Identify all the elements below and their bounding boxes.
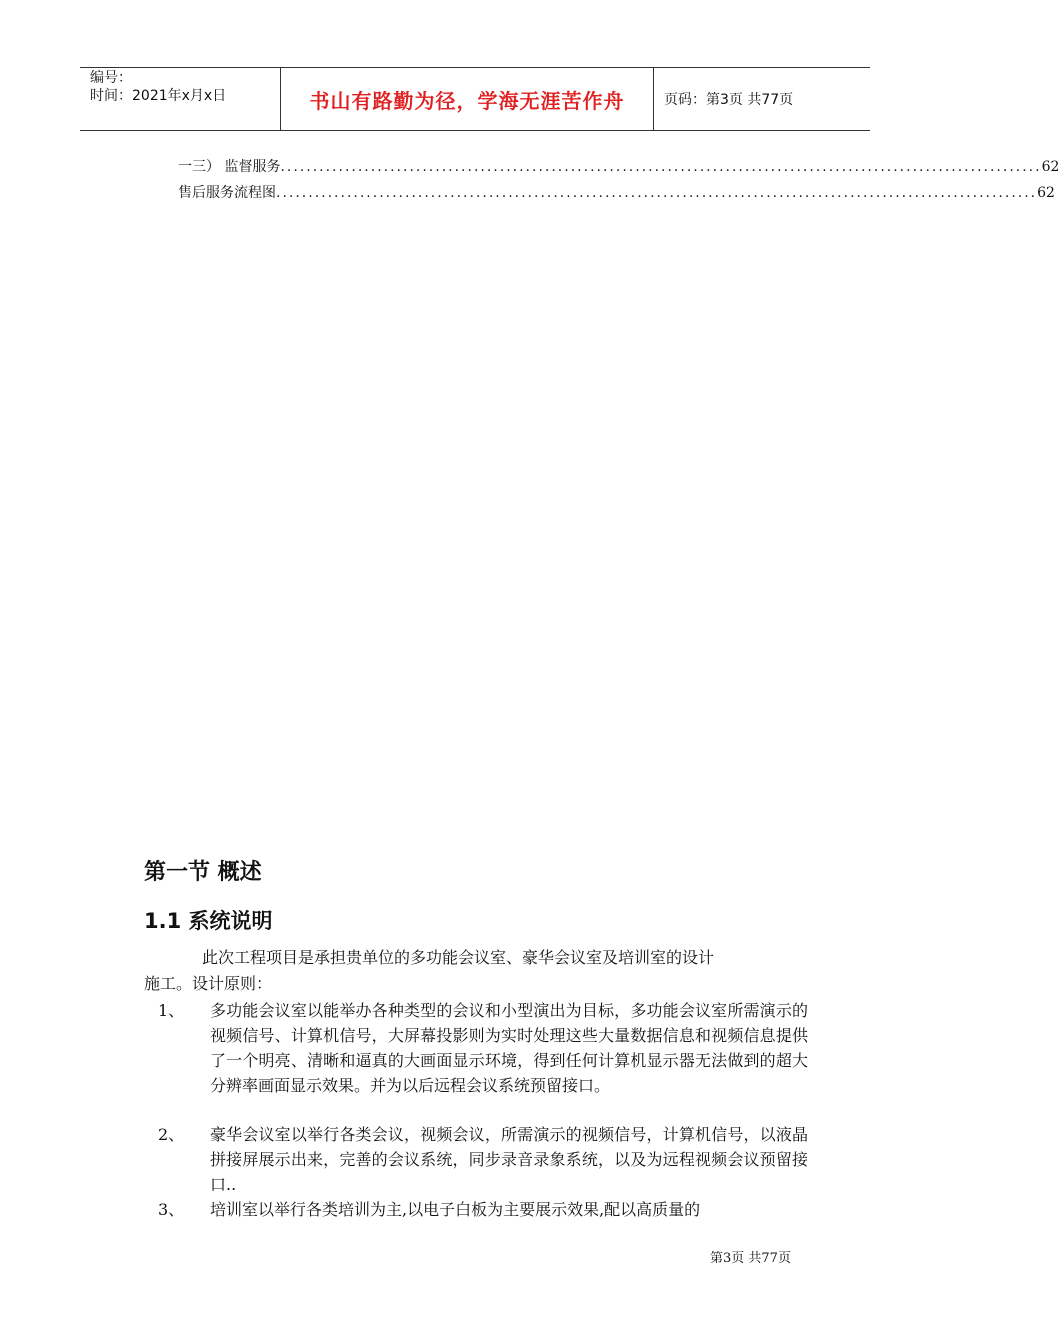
intro-line-1: 此次工程项目是承担贵单位的多功能会议室、豪华会议室及培训室的设计 (202, 948, 715, 967)
document-time-label: 时间：2021年x月x日 (90, 88, 227, 104)
header-meta-cell (80, 68, 281, 130)
intro-line-2: 施工。设计原则： (144, 974, 273, 993)
list-item-number: 3、 (158, 1200, 185, 1219)
section-title: 第一节 概述 (144, 860, 262, 885)
list-item-number: 2、 (158, 1125, 185, 1144)
header-page-cell (654, 68, 870, 130)
toc-leader-dots: ...................................................................................................................... (276, 185, 1038, 201)
toc-entry-page: 62 (1041, 159, 1059, 175)
toc-entry[interactable] (178, 184, 1055, 202)
header-motto-cell (281, 68, 654, 130)
toc-entry[interactable] (178, 158, 1059, 176)
page-footer: 第3页 共77页 (710, 1251, 791, 1266)
list-item-text: 培训室以举行各类培训为主,以电子白板为主要展示效果,配以高质量的 (210, 1200, 701, 1219)
toc-leader-dots: ...................................................................................................................... (280, 159, 1042, 175)
header-page-number: 页码：第3页 共77页 (664, 92, 794, 108)
toc-entry-page: 62 (1037, 185, 1055, 201)
toc-entry-title: 一三） 监督服务 (178, 159, 281, 175)
list-item-text: 多功能会议室以能举办各种类型的会议和小型演出为目标，多功能会议室所需演示的视频信号、计算机信号，大屏幕投影则为实时处理这些大量数据信息和视频信息提供了一个明亮、清晰和逼真的大画面显示环境，得到任何计算机显示器无法做到的超大分辨率画面显示效果。并为以后远程会议系统预留接口。 (210, 1001, 808, 1095)
subsection-title: 1.1 系统说明 (144, 909, 273, 933)
page-header (80, 67, 870, 131)
list-item-text: 豪华会议室以举行各类会议，视频会议，所需演示的视频信号，计算机信号，以液晶拼接屏展示出来，完善的会议系统，同步录音录象系统，以及为远程视频会议预留接口.. (210, 1125, 808, 1194)
toc-entry-title: 售后服务流程图 (178, 185, 276, 201)
document-number-label: 编号： (90, 70, 132, 86)
list-item-number: 1、 (158, 1001, 185, 1020)
intro-paragraph (144, 945, 808, 997)
header-motto: 书山有路勤为径，学海无涯苦作舟 (309, 88, 625, 113)
